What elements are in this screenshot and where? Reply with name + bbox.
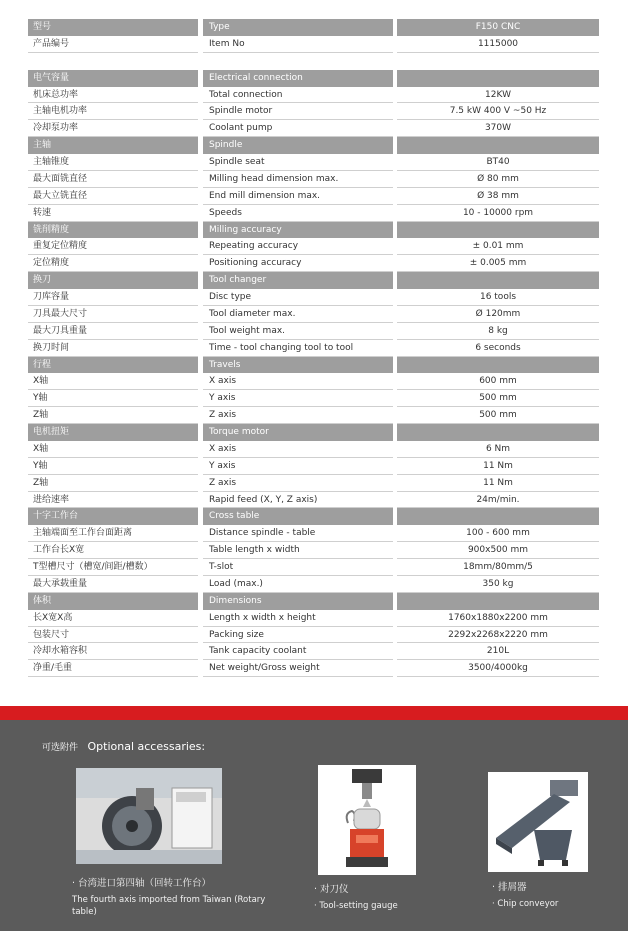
spec-row xyxy=(28,238,599,255)
spec-row xyxy=(28,458,599,475)
spec-row xyxy=(28,340,599,357)
spec-label-en: Net weight/Gross weight xyxy=(203,660,393,677)
red-band xyxy=(0,706,628,720)
spec-label-en: Total connection xyxy=(203,87,393,104)
spec-row xyxy=(28,36,599,53)
section-header-row xyxy=(28,424,599,441)
spec-label-en: Table length x width xyxy=(203,542,393,559)
spec-label-cn: 长X宽X高 xyxy=(28,610,198,627)
spec-label-en: Packing size xyxy=(203,627,393,644)
spec-value: 6 Nm xyxy=(397,441,599,458)
spec-label-en: Dimensions xyxy=(203,593,393,610)
spec-label-cn: 电气容量 xyxy=(28,70,198,87)
spec-label-cn xyxy=(28,53,198,70)
spec-value: 370W xyxy=(397,120,599,137)
spec-label-cn: X轴 xyxy=(28,441,198,458)
spec-label-en xyxy=(203,53,393,70)
spec-label-en: Z axis xyxy=(203,475,393,492)
spec-value: 3500/4000kg xyxy=(397,660,599,677)
spec-label-cn: T型槽尺寸（槽宽/间距/槽数） xyxy=(28,559,198,576)
spec-label-cn: 刀具最大尺寸 xyxy=(28,306,198,323)
spec-row xyxy=(28,542,599,559)
spec-label-cn: 包装尺寸 xyxy=(28,627,198,644)
spec-value xyxy=(397,424,599,441)
spec-row xyxy=(28,255,599,272)
caption-chip-cn: · 排屑器 xyxy=(492,882,527,893)
spec-row xyxy=(28,373,599,390)
spec-value: Ø 120mm xyxy=(397,306,599,323)
spec-label-en: Item No xyxy=(203,36,393,53)
spec-value: 10 - 10000 rpm xyxy=(397,205,599,222)
spec-value xyxy=(397,70,599,87)
spec-label-en: Z axis xyxy=(203,407,393,424)
spec-label-cn: 十字工作台 xyxy=(28,508,198,525)
spec-value: 1760x1880x2200 mm xyxy=(397,610,599,627)
spec-value xyxy=(397,222,599,239)
spec-label-en: X axis xyxy=(203,441,393,458)
spec-label-en: Torque motor xyxy=(203,424,393,441)
caption-rotary-en: The fourth axis imported from Taiwan (Rotary table) xyxy=(72,895,266,917)
spec-value: Ø 38 mm xyxy=(397,188,599,205)
spec-row xyxy=(28,205,599,222)
spec-value: ± 0.005 mm xyxy=(397,255,599,272)
spec-label-cn: 体积 xyxy=(28,593,198,610)
spec-value: 500 mm xyxy=(397,390,599,407)
spec-row xyxy=(28,289,599,306)
spec-label-cn: Y轴 xyxy=(28,458,198,475)
spec-label-en: Spindle xyxy=(203,137,393,154)
spec-value: 16 tools xyxy=(397,289,599,306)
caption-chip-en: · Chip conveyor xyxy=(492,899,559,909)
spec-row xyxy=(28,87,599,104)
caption-chip-conveyor xyxy=(492,882,612,910)
spec-label-en: Rapid feed (X, Y, Z axis) xyxy=(203,492,393,509)
section-header-row xyxy=(28,137,599,154)
spec-value: 500 mm xyxy=(397,407,599,424)
spec-label-en: End mill dimension max. xyxy=(203,188,393,205)
spec-value: 12KW xyxy=(397,87,599,104)
spec-label-en: Spindle seat xyxy=(203,154,393,171)
spec-label-cn: 换刀时间 xyxy=(28,340,198,357)
spec-value: 18mm/80mm/5 xyxy=(397,559,599,576)
spec-value: 11 Nm xyxy=(397,475,599,492)
spec-row xyxy=(28,559,599,576)
section-header-row xyxy=(28,70,599,87)
spec-label-en: Distance spindle - table xyxy=(203,525,393,542)
spec-label-en: Coolant pump xyxy=(203,120,393,137)
spec-label-cn: 换刀 xyxy=(28,272,198,289)
spec-label-cn: Z轴 xyxy=(28,407,198,424)
accessories-title-en: Optional accessaries: xyxy=(87,740,206,753)
spec-row xyxy=(28,407,599,424)
section-header-row xyxy=(28,357,599,374)
spec-value: 600 mm xyxy=(397,373,599,390)
spec-row xyxy=(28,120,599,137)
spec-value: 210L xyxy=(397,643,599,660)
spec-value: F150 CNC xyxy=(397,19,599,36)
spec-label-cn: 最大承载重量 xyxy=(28,576,198,593)
spec-label-en: Travels xyxy=(203,357,393,374)
spec-label-cn: 主轴 xyxy=(28,137,198,154)
spec-value: BT40 xyxy=(397,154,599,171)
spec-value: 2292x2268x2220 mm xyxy=(397,627,599,644)
spec-label-cn: 主轴电机功率 xyxy=(28,103,198,120)
spec-label-cn: 转速 xyxy=(28,205,198,222)
spec-value: Ø 80 mm xyxy=(397,171,599,188)
spec-label-en: Disc type xyxy=(203,289,393,306)
spec-label-cn: 主轴锥度 xyxy=(28,154,198,171)
spec-value xyxy=(397,508,599,525)
spec-label-cn: 冷却泵功率 xyxy=(28,120,198,137)
spec-row xyxy=(28,475,599,492)
spec-label-cn: 产品编号 xyxy=(28,36,198,53)
section-header-row xyxy=(28,19,599,36)
spec-row xyxy=(28,576,599,593)
spec-label-en: Time - tool changing tool to tool xyxy=(203,340,393,357)
spec-label-en: Speeds xyxy=(203,205,393,222)
spec-value: 6 seconds xyxy=(397,340,599,357)
spec-label-cn: 最大刀具重量 xyxy=(28,323,198,340)
spec-row xyxy=(28,306,599,323)
spec-label-cn: 净重/毛重 xyxy=(28,660,198,677)
caption-tool-setting-gauge xyxy=(314,884,464,912)
spec-value: 1115000 xyxy=(397,36,599,53)
spec-value xyxy=(397,272,599,289)
spec-label-en: Electrical connection xyxy=(203,70,393,87)
spec-label-en: T-slot xyxy=(203,559,393,576)
spec-label-cn: 主轴端面至工作台面距离 xyxy=(28,525,198,542)
spec-label-en: Positioning accuracy xyxy=(203,255,393,272)
spec-value xyxy=(397,53,599,70)
spec-label-en: Repeating accuracy xyxy=(203,238,393,255)
spec-label-cn: 最大立铣直径 xyxy=(28,188,198,205)
accessories-panel xyxy=(0,706,628,931)
spec-label-cn: 定位精度 xyxy=(28,255,198,272)
tool-setting-gauge-photo xyxy=(318,765,416,875)
spec-value: 900x500 mm xyxy=(397,542,599,559)
spec-label-en: Tool weight max. xyxy=(203,323,393,340)
spec-label-en: Tank capacity coolant xyxy=(203,643,393,660)
spec-label-en: Cross table xyxy=(203,508,393,525)
spec-row xyxy=(28,188,599,205)
accessories-title xyxy=(42,740,205,753)
spec-label-en: Tool changer xyxy=(203,272,393,289)
spec-label-en: Length x width x height xyxy=(203,610,393,627)
caption-rotary-table xyxy=(72,878,272,918)
spec-value: 100 - 600 mm xyxy=(397,525,599,542)
spec-value: 350 kg xyxy=(397,576,599,593)
section-header-row xyxy=(28,508,599,525)
spec-row xyxy=(28,660,599,677)
spec-label-cn: 进给速率 xyxy=(28,492,198,509)
spec-label-cn: Y轴 xyxy=(28,390,198,407)
spec-label-en: Milling accuracy xyxy=(203,222,393,239)
spec-value xyxy=(397,357,599,374)
spec-table xyxy=(28,19,599,677)
spec-row xyxy=(28,390,599,407)
caption-gauge-cn: · 对刀仪 xyxy=(314,884,349,895)
spec-row xyxy=(28,627,599,644)
spec-value: 24m/min. xyxy=(397,492,599,509)
spec-label-en: Type xyxy=(203,19,393,36)
spec-label-cn: 铣削精度 xyxy=(28,222,198,239)
spec-row xyxy=(28,171,599,188)
spec-row xyxy=(28,53,599,70)
accessories-title-cn: 可选附件 xyxy=(42,743,79,753)
spec-label-en: Y axis xyxy=(203,390,393,407)
spec-label-cn: 机床总功率 xyxy=(28,87,198,104)
spec-label-cn: 工作台长X宽 xyxy=(28,542,198,559)
spec-row xyxy=(28,643,599,660)
spec-label-cn: 型号 xyxy=(28,19,198,36)
spec-value xyxy=(397,137,599,154)
spec-label-en: Tool diameter max. xyxy=(203,306,393,323)
spec-value xyxy=(397,593,599,610)
spec-row xyxy=(28,441,599,458)
caption-rotary-cn: · 台湾进口第四轴（回转工作台） xyxy=(72,878,212,889)
section-header-row xyxy=(28,593,599,610)
spec-label-cn: 重复定位精度 xyxy=(28,238,198,255)
chip-conveyor-photo xyxy=(488,772,588,872)
spec-value: 7.5 kW 400 V ~50 Hz xyxy=(397,103,599,120)
spec-row xyxy=(28,492,599,509)
spec-label-cn: 最大面铣直径 xyxy=(28,171,198,188)
spec-label-en: Load (max.) xyxy=(203,576,393,593)
spec-label-cn: 电机扭矩 xyxy=(28,424,198,441)
caption-gauge-en: · Tool-setting gauge xyxy=(314,901,398,911)
spec-value: ± 0.01 mm xyxy=(397,238,599,255)
rotary-table-photo xyxy=(76,768,222,864)
spec-row xyxy=(28,525,599,542)
spec-row xyxy=(28,103,599,120)
spec-label-en: Milling head dimension max. xyxy=(203,171,393,188)
spec-label-cn: 刀库容量 xyxy=(28,289,198,306)
spec-label-cn: Z轴 xyxy=(28,475,198,492)
spec-value: 8 kg xyxy=(397,323,599,340)
section-header-row xyxy=(28,272,599,289)
spec-label-cn: 冷却水箱容积 xyxy=(28,643,198,660)
spec-value: 11 Nm xyxy=(397,458,599,475)
spec-row xyxy=(28,610,599,627)
spec-label-en: Y axis xyxy=(203,458,393,475)
spec-label-en: X axis xyxy=(203,373,393,390)
spec-label-cn: X轴 xyxy=(28,373,198,390)
spec-row xyxy=(28,154,599,171)
spec-row xyxy=(28,323,599,340)
spec-label-en: Spindle motor xyxy=(203,103,393,120)
section-header-row xyxy=(28,222,599,239)
spec-label-cn: 行程 xyxy=(28,357,198,374)
